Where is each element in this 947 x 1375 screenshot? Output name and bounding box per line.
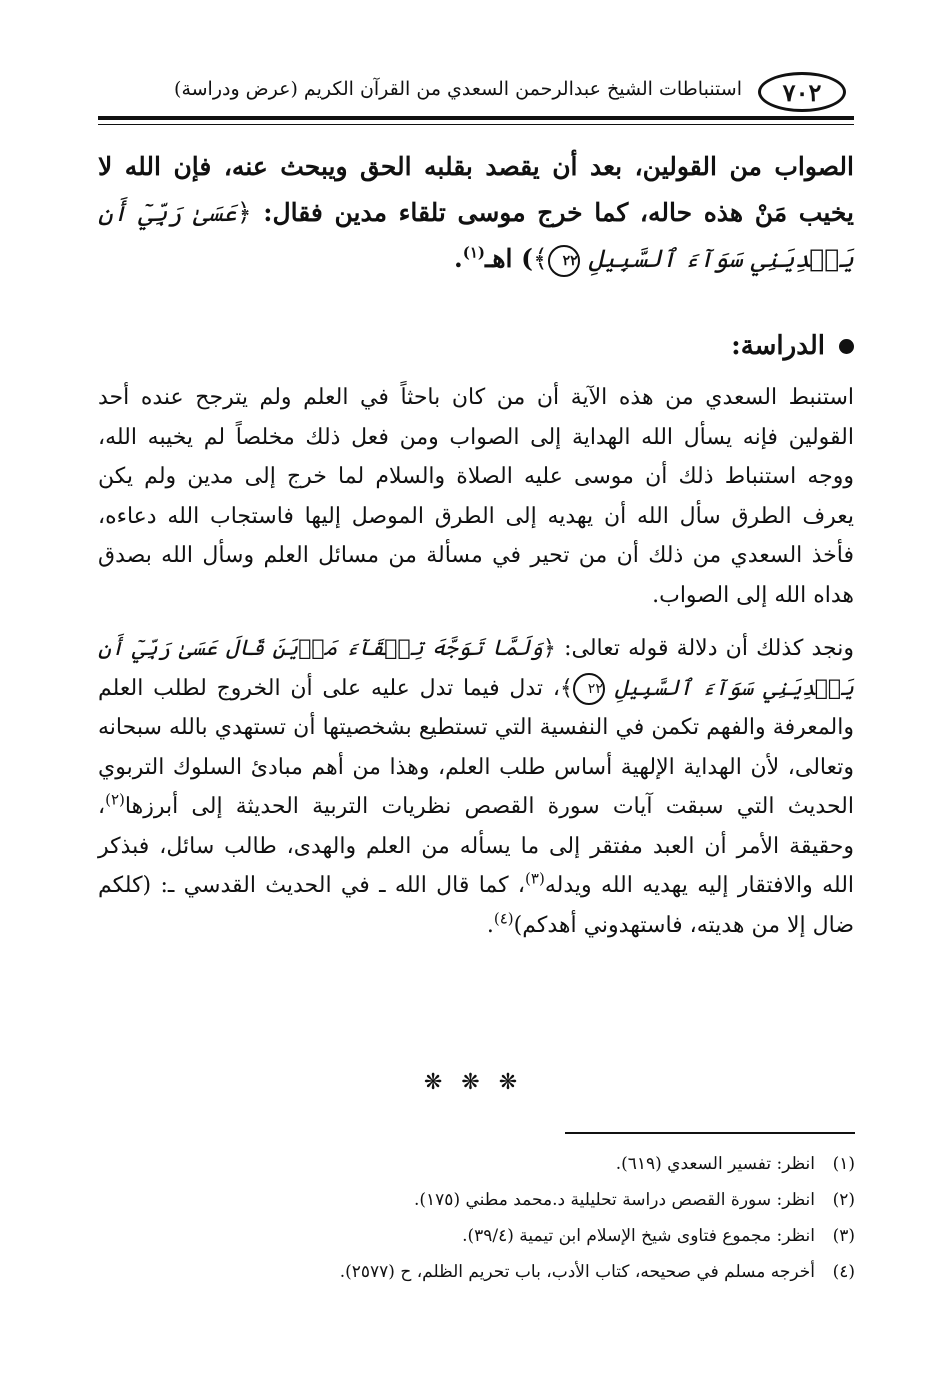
footnote-text: انظر: مجموع فتاوى شيخ الإسلام ابن تيمية (٣٩/٤). — [462, 1226, 815, 1246]
quran-bracket-close: ﴾ — [533, 244, 548, 273]
footnotes — [155, 1146, 855, 1290]
footnote-text: أخرجه مسلم في صحيحه، كتاب الأدب، باب تحريم الظلم، ح (٢٥٧٧). — [339, 1262, 815, 1282]
footnote-number: (١) — [832, 1154, 855, 1174]
intro-paragraph — [98, 144, 854, 282]
intro-text: الصواب من القولين، بعد أن يقصد بقلبه الحق ويبحث عنه، فإن الله لا يخيب مَنْ هذه حاله، كما خرج موسى تلقاء مدين فقال: — [98, 152, 854, 227]
footnote-3 — [155, 1218, 855, 1254]
quran-bracket-open: ﴿ — [236, 198, 252, 227]
quran-verse: عَسَىٰ رَبِّيٓ أَن يَهۡدِيَنِي سَوَآءَ ٱلسَّبِيلِ — [98, 198, 854, 273]
running-title: استنباطات الشيخ عبدالرحمن السعدي من القرآن الكريم (عرض ودراسة) — [174, 78, 742, 100]
footnote-number: (٣) — [832, 1226, 855, 1246]
ayah-number-mark: ٢٢ — [548, 245, 580, 277]
study-paragraph-1: استنبط السعدي من هذه الآية أن من كان باحثاً في العلم ولم يترجح عنده أحد القولين فإنه يسأل الله الهداية إلى الصواب ومن فعل ذلك مخلصاً لم يخيبه الله، ووجه استنباط ذلك أن موسى عليه الصلاة والسلام لما خرج إلى مدين ولم يكن يعرف الطرق سأل الله أن يهديه إلى الطرق الموصل إليها فاستجاب الله دعاءه، فأخذ السعدي من ذلك أن من تحير في مسألة من مسائل العلم وسأل الله بصدق هداه الله إلى الصواب. — [98, 385, 854, 608]
footnote-ref-2: (٢) — [105, 790, 125, 809]
para2-text-1: ونجد كذلك أن دلالة قوله تعالى: — [555, 636, 854, 661]
footnote-rule — [565, 1132, 855, 1134]
page-header — [98, 68, 846, 116]
footnote-number: (٤) — [832, 1262, 855, 1282]
footnote-ref-4: (٤) — [493, 909, 514, 928]
section-title: الدراسة: — [731, 331, 825, 361]
para2-text-3: ، وحقيقة الأمر أن العبد مفتقر إلى ما يسأله من العلم والهدى، طالب سائل، فبذكر الله والافتقار إليه يهديه الله ويدله — [98, 794, 855, 898]
quran-bracket-open: ﴿ — [543, 636, 556, 661]
footnote-2 — [155, 1182, 855, 1218]
footnote-ref-3: (٣) — [525, 869, 545, 888]
page-body — [98, 144, 854, 945]
footnote-number: (٢) — [832, 1190, 855, 1210]
footnote-4 — [155, 1254, 855, 1290]
bullet-icon — [839, 339, 854, 354]
para2-end: . — [486, 912, 494, 938]
footnote-text: انظر: سورة القصص دراسة تحليلية د.محمد مطني (١٧٥). — [414, 1190, 815, 1210]
header-rule-thin — [98, 124, 854, 125]
study-paragraph-2 — [98, 629, 854, 945]
section-separator: ❋ ❋ ❋ — [423, 1070, 524, 1095]
section-heading — [98, 326, 854, 366]
intro-quote-end: ) اهـ — [485, 244, 533, 273]
para2-text-4: ، كما قال الله ـ في الحديث القدسي ـ: (كلكم ضال إلا من هديته، فاستهدوني أهدكم) — [98, 873, 854, 938]
footnote-1 — [155, 1146, 855, 1182]
quran-bracket-close: ﴾ — [559, 675, 573, 701]
header-rule-thick — [98, 116, 854, 120]
page-number: ٧٠٢ — [758, 72, 846, 112]
footnote-ref-1: (١) — [462, 243, 485, 262]
para2-text-2: ، تدل فيما تدل عليه على أن الخروج لطلب العلم والمعرفة والفهم تكمن في النفسية التي تستطيع بشخصيتها أن تستهدي بالله سبحانه وتعالى، لأن الهداية الإلهية أساس طلب العلم، وهذا من أهم مبادئ السلوك التربوي الحديث التي سبقت آيات سورة القصص نظريات التربية الحديثة إلى أبرزها — [98, 675, 854, 819]
footnote-text: انظر: تفسير السعدي (٦١٩). — [615, 1154, 815, 1174]
intro-end: . — [454, 244, 463, 273]
quran-verse: وَلَمَّا تَوَجَّهَ تِلۡقَآءَ مَدۡيَنَ قَالَ عَسَىٰ رَبِّيٓ أَن يَهۡدِيَنِي سَوَآءَ ٱلسَّبِيلِ — [98, 636, 854, 701]
ayah-number-mark: ٢٢ — [573, 673, 605, 705]
